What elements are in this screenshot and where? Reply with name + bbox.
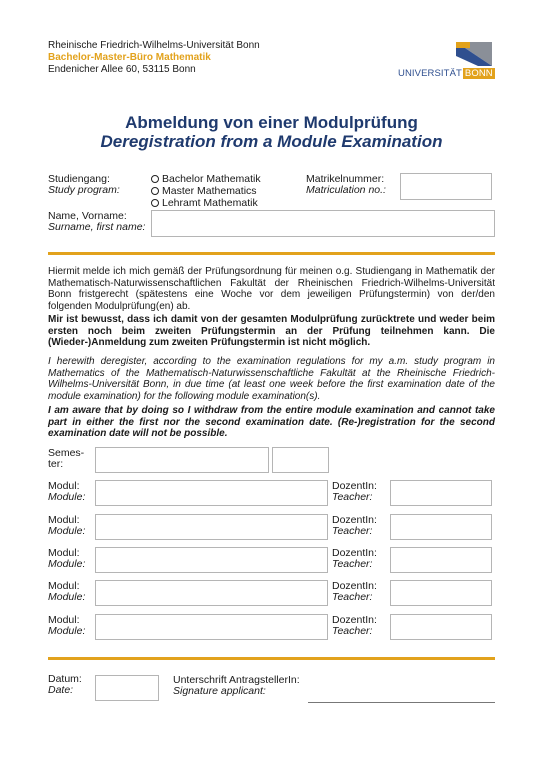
module-label-de: Modul: — [48, 480, 80, 492]
logo-graphic-icon — [398, 40, 494, 68]
radio-circle-icon[interactable] — [151, 175, 159, 183]
teacher-label-de: DozentIn: — [332, 580, 377, 592]
semester-year-field[interactable] — [272, 447, 329, 473]
office-name: Bachelor-Master-Büro Mathematik — [48, 52, 211, 63]
matriculation-field[interactable] — [400, 173, 492, 200]
module-label-en: Module: — [48, 491, 86, 503]
date-label-de: Datum: — [48, 673, 82, 685]
module-field-3[interactable] — [95, 547, 328, 573]
module-label-de: Modul: — [48, 514, 80, 526]
name-field[interactable] — [151, 210, 495, 237]
semester-label-line1: Semes- — [48, 447, 85, 459]
title-german: Abmeldung von einer Modulprüfung — [125, 113, 418, 132]
logo-wordmark — [398, 68, 495, 79]
university-name: Rheinische Friedrich-Wilhelms-Universität Bonn — [48, 40, 260, 51]
teacher-field-4[interactable] — [390, 580, 492, 606]
teacher-label-4 — [332, 581, 377, 603]
study-program-label-en: Study program: — [48, 184, 120, 196]
teacher-field-1[interactable] — [390, 480, 492, 506]
teacher-label-en: Teacher: — [332, 491, 373, 503]
module-label-4 — [48, 581, 85, 603]
module-field-4[interactable] — [95, 580, 328, 606]
option-label: Master Mathematics — [162, 185, 257, 197]
study-program-options — [151, 173, 261, 209]
module-label-en: Module: — [48, 525, 86, 537]
teacher-label-en: Teacher: — [332, 558, 373, 570]
header-address-block — [48, 40, 260, 76]
divider-top — [48, 252, 495, 255]
module-label-en: Module: — [48, 625, 86, 637]
title-english: Deregistration from a Module Examination — [100, 132, 443, 151]
name-label-de: Name, Vorname: — [48, 210, 127, 222]
module-label-3 — [48, 548, 85, 570]
semester-label-line2: ter: — [48, 458, 64, 470]
option-label: Bachelor Mathematik — [162, 173, 261, 185]
date-label — [48, 674, 82, 696]
teacher-label-de: DozentIn: — [332, 514, 377, 526]
semester-label — [48, 448, 84, 470]
teacher-label-en: Teacher: — [332, 625, 373, 637]
module-label-de: Modul: — [48, 580, 80, 592]
awareness-en: I am aware that by doing so I withdraw from the entire module examination and cannot take part in either the first nor the second examination date. (Re-)registration for the second examination date will not be possible. — [48, 405, 495, 439]
module-field-5[interactable] — [95, 614, 328, 640]
awareness-de: Mir ist bewusst, dass ich damit von der gesamten Modulprüfung zurücktrete und weder beim ersten noch beim zweiten Prüfungstermin an der Prüfung teilnehmen kann. Die (Wieder-)Anmeldung zum zweiten Prüfungstermin ist nicht möglich. — [48, 314, 495, 348]
logo-word-bonn: BONN — [464, 68, 493, 79]
teacher-label-de: DozentIn: — [332, 547, 377, 559]
divider-bottom — [48, 657, 495, 660]
module-field-2[interactable] — [95, 514, 328, 540]
teacher-field-5[interactable] — [390, 614, 492, 640]
teacher-field-3[interactable] — [390, 547, 492, 573]
module-label-5 — [48, 615, 85, 637]
option-master[interactable] — [151, 185, 261, 197]
module-label-1 — [48, 481, 85, 503]
teacher-label-en: Teacher: — [332, 525, 373, 537]
module-label-en: Module: — [48, 558, 86, 570]
teacher-label-en: Teacher: — [332, 591, 373, 603]
radio-circle-icon[interactable] — [151, 199, 159, 207]
teacher-label-2 — [332, 515, 377, 537]
study-program-label-de: Studiengang: — [48, 173, 110, 185]
declaration-en: I herewith deregister, according to the examination regulations for my a.m. study program in Mathematics of the Mathematisch-Naturwissenschaftliche Fakultät at the Rheinische Friedrich-Wilhelms-Universität Bonn, in due time (at least one week before the first examination date of the module examination) for the following module examination(s). — [48, 356, 495, 402]
signature-label — [173, 675, 300, 697]
teacher-label-3 — [332, 548, 377, 570]
option-label: Lehramt Mathematik — [162, 197, 258, 209]
study-program-label — [48, 174, 120, 196]
matriculation-label-de: Matrikelnummer: — [306, 173, 385, 185]
signature-label-de: Unterschrift AntragstellerIn: — [173, 674, 300, 686]
teacher-label-1 — [332, 481, 377, 503]
module-label-de: Modul: — [48, 547, 80, 559]
option-lehramt[interactable] — [151, 197, 261, 209]
date-label-en: Date: — [48, 684, 74, 696]
module-label-de: Modul: — [48, 614, 80, 626]
declaration-de: Hiermit melde ich mich gemäß der Prüfungsordnung für meinen o.g. Studiengang in Mathematik der Mathematisch-Naturwissenschaftlichen Fakultät der Rheinischen Friedrich-Wilhelms-Universität Bonn fristgerecht (spätestens eine Woche vor dem jeweiligen Prüfungstermin) von der/den folgenden Modulprüfung(en) ab. — [48, 266, 495, 312]
matriculation-label — [306, 174, 386, 196]
matriculation-label-en: Matriculation no.: — [306, 184, 386, 196]
signature-label-en: Signature applicant: — [173, 685, 266, 697]
logo-word-universitaet: UNIVERSITÄT — [398, 68, 462, 79]
signature-line[interactable] — [308, 702, 495, 703]
teacher-label-de: DozentIn: — [332, 480, 377, 492]
teacher-label-de: DozentIn: — [332, 614, 377, 626]
module-field-1[interactable] — [95, 480, 328, 506]
university-logo — [398, 40, 494, 80]
radio-circle-icon[interactable] — [151, 187, 159, 195]
teacher-field-2[interactable] — [390, 514, 492, 540]
teacher-label-5 — [332, 615, 377, 637]
module-label-2 — [48, 515, 85, 537]
office-address: Endenicher Allee 60, 53115 Bonn — [48, 64, 196, 75]
module-label-en: Module: — [48, 591, 86, 603]
semester-field[interactable] — [95, 447, 269, 473]
name-label-en: Surname, first name: — [48, 221, 146, 233]
name-label — [48, 211, 145, 233]
option-bachelor[interactable] — [151, 173, 261, 185]
date-field[interactable] — [95, 675, 159, 701]
